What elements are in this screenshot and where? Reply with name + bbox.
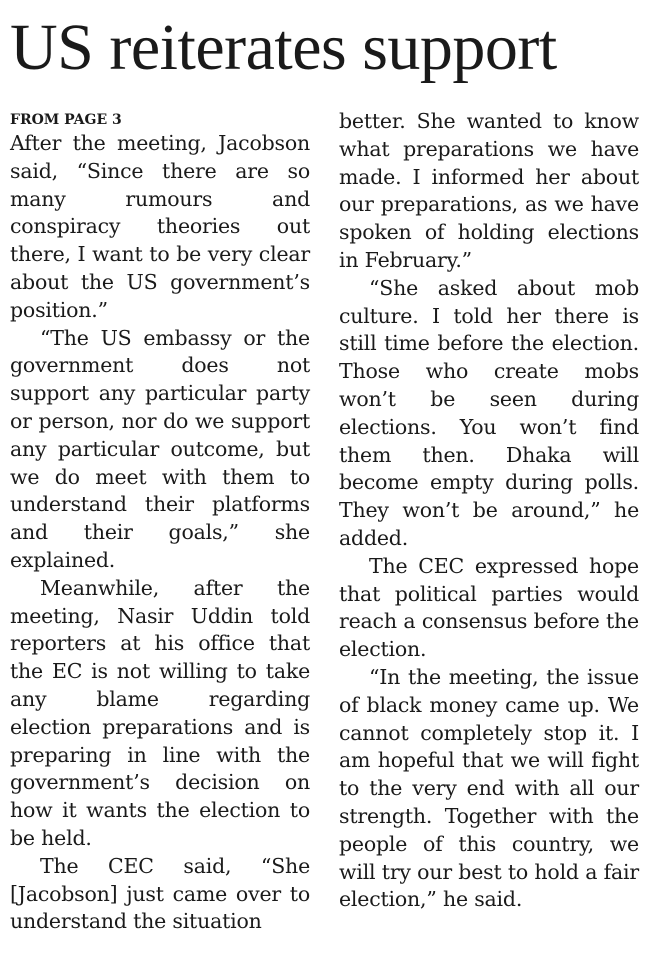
paragraph: The CEC expressed hope that political parties would reach a consensus before the election. xyxy=(339,553,639,662)
continuation-kicker: FROM PAGE 3 xyxy=(10,112,122,128)
paragraph: The CEC said, “She [Jacobson] just came over to understand the situation xyxy=(10,853,310,934)
paragraph: “The US embassy or the government does not support any particular party or person, nor do we support any particular outcome, but we do meet with them to understand their platforms and their goals,” she explained. xyxy=(10,325,310,572)
paragraph: “In the meeting, the issue of black money came up. We cannot completely stop it. I am hopeful that we will fight to the very end with all our strength. Together with the people of this country, we will try our best to hold a fair election,” he said. xyxy=(339,664,639,912)
paragraph: “She asked about mob culture. I told her there is still time before the election. Those who create mobs won’t be seen during elections. You won’t find them then. Dhaka will become empty during polls. They won’t be around,” he added. xyxy=(339,275,639,550)
paragraph: After the meeting, Jacobson said, “Since there are so many rumours and conspiracy theories out there, I want to be very clear about the US government’s position.” xyxy=(10,131,310,322)
article-column-left xyxy=(10,110,310,936)
paragraph: Meanwhile, after the meeting, Nasir Uddin told reporters at his office that the EC is not willing to take any blame regarding election preparations and is preparing in line with the government’s decision on how it wants the election to be held. xyxy=(10,575,310,850)
headline: US reiterates support xyxy=(10,11,557,84)
article-column-right xyxy=(339,108,639,914)
paragraph: better. She wanted to know what preparations we have made. I informed her about our preparations, as we have spoken of holding elections in February.” xyxy=(339,109,639,272)
